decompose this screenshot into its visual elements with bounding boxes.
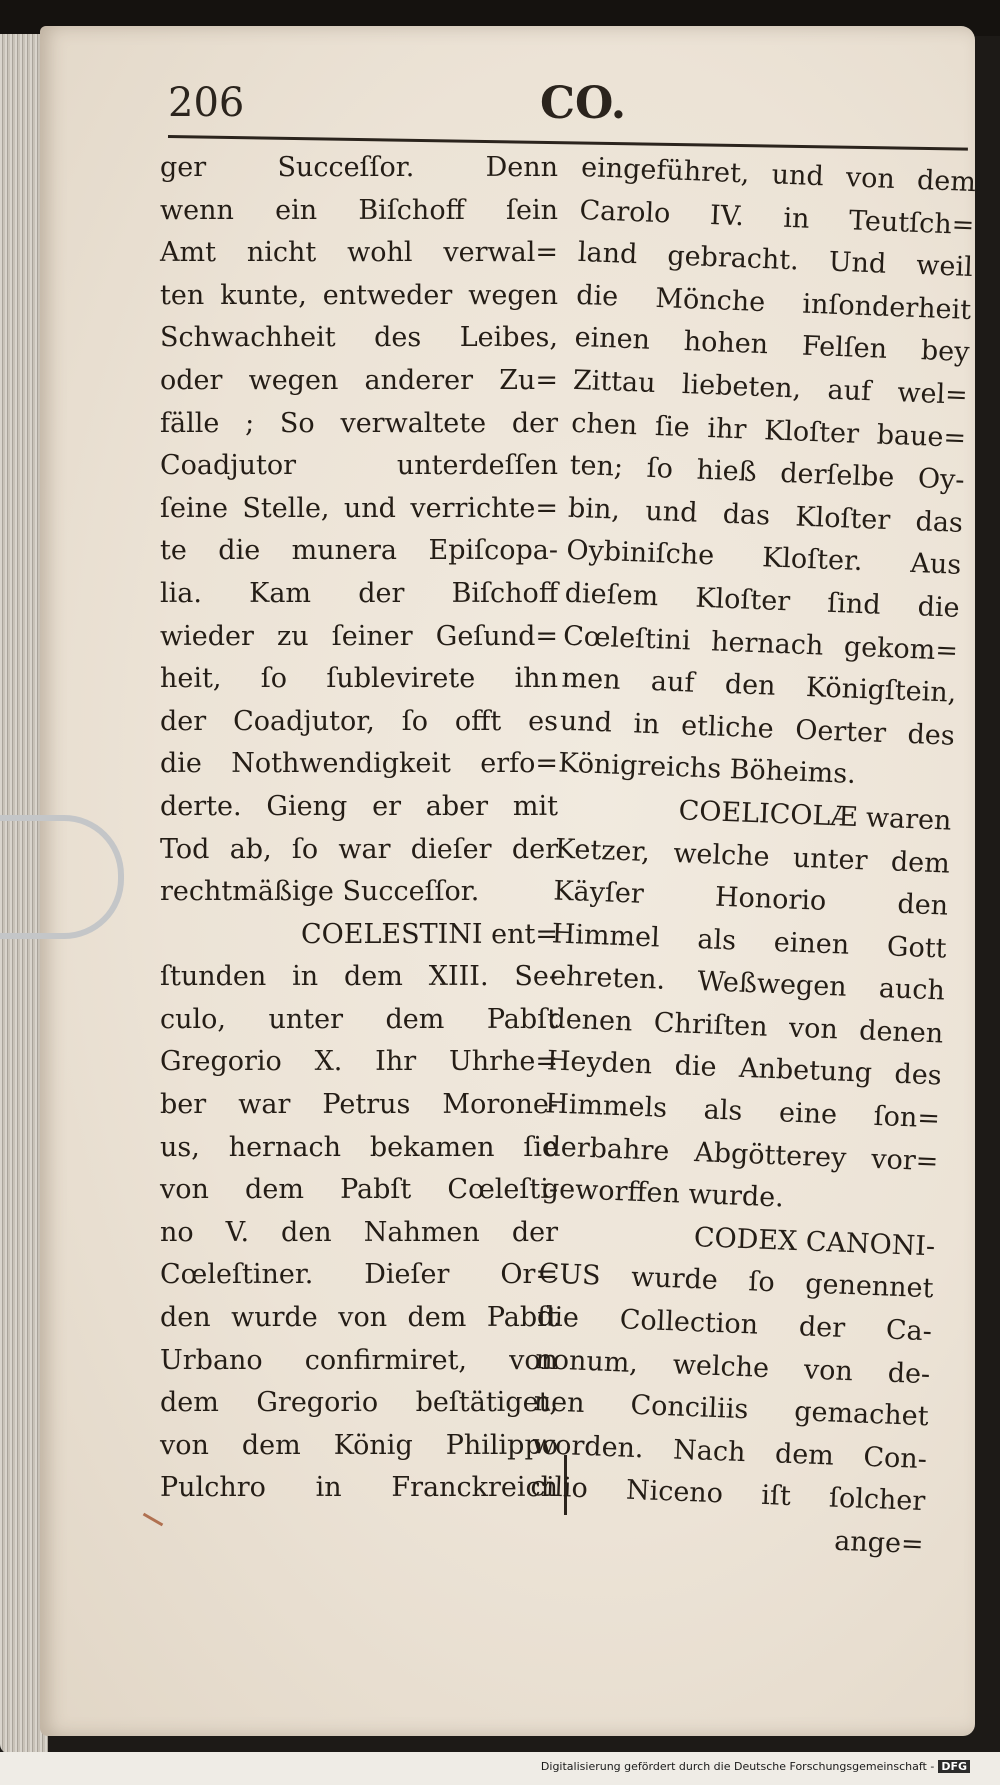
text-line: und in etliche Oerter des	[559, 705, 956, 752]
text-line: Schwachheit des Leibes,	[160, 322, 558, 354]
entry-heading: COELESTINI ent=	[300, 918, 558, 950]
metal-clip	[0, 815, 124, 939]
text-line: nen Conciliis gemachet	[533, 1386, 930, 1433]
text-line: ten kunte, entweder wegen	[160, 279, 558, 311]
text-line: rechtmäßige Succeſſor.	[160, 876, 480, 908]
text-line: Pulchro in Franckreich	[160, 1472, 558, 1504]
text-line: der Coadjutor, ſo offt es	[160, 705, 558, 737]
page-number: 206	[168, 80, 245, 126]
text-line: denen Chriſten von denen	[547, 1003, 944, 1050]
text-line: Königreichs Böheims.	[557, 747, 857, 791]
text-line: die Collection der Ca-	[536, 1301, 933, 1348]
text-line: men auf den Königſtein,	[560, 662, 957, 709]
text-line: von dem Pabſt Cœleſti-	[160, 1174, 558, 1206]
text-line: nonum, welche von de-	[534, 1343, 931, 1390]
text-line: geworffen wurde.	[541, 1173, 785, 1214]
right-column	[528, 147, 977, 1567]
text-line: die Mönche inſonderheit	[575, 279, 972, 326]
text-line: Himmel als einen Gott	[551, 918, 948, 965]
text-line: derte. Gieng er aber mit	[160, 790, 558, 822]
text-line: lia. Kam der Biſchoff	[160, 577, 558, 609]
text-line: Amt nicht wohl verwal=	[160, 237, 558, 269]
text-line: ehreten. Weßwegen auch	[549, 960, 946, 1007]
text-line: Cœleſtiner. Dieſer Or=	[160, 1259, 558, 1291]
text-line: ſtunden in dem XIII. Se-	[160, 961, 558, 993]
running-head: CO.	[540, 78, 627, 129]
text-line: Gregorio X. Ihr Uhrhe=	[160, 1046, 558, 1078]
text-line: dem Gregorio beſtätiget,	[160, 1387, 558, 1419]
text-line: te die munera Epiſcopa-	[160, 535, 558, 567]
text-line: fälle ; So verwaltete der	[160, 407, 558, 439]
text-line: ger Succeſſor. Denn	[160, 152, 558, 183]
text-line: ten; ſo hieß derſelbe Oy-	[569, 449, 966, 497]
left-column	[160, 147, 558, 1510]
text-line: eingeführet, und von dem	[580, 151, 977, 199]
text-line: land gebracht. Und weil	[577, 237, 974, 284]
text-line: Zittau liebeten, auf wel=	[572, 364, 969, 411]
entry-heading: CODEX CANONI-	[693, 1221, 936, 1263]
text-line: Käyſer Honorio den	[552, 875, 949, 922]
text-line: ſeine Stelle, und verrichte=	[160, 492, 558, 524]
text-line: ber war Petrus Morone-	[160, 1089, 558, 1121]
text-line: Ketzer, welche unter dem	[554, 832, 951, 880]
catchword: ange=	[833, 1525, 925, 1561]
text-line: oder wegen anderer Zu=	[160, 364, 558, 396]
text-line: wenn ein Biſchoff ſein	[160, 194, 558, 226]
text-line: culo, unter dem Pabſt	[160, 1003, 558, 1035]
text-line: bin, und das Kloſter das	[567, 492, 964, 539]
credit-text: Digitalisierung gefördert durch die Deutsche Forschungsgemeinschaft -	[540, 1760, 935, 1773]
text-line: die Nothwendigkeit erfo=	[160, 748, 558, 780]
text-line: wieder zu ſeiner Geſund=	[160, 620, 558, 652]
text-line: worden. Nach dem Con-	[531, 1428, 928, 1476]
text-line: Coadjutor unterdeſſen	[160, 450, 558, 482]
text-line: derbahre Abgötterey vor=	[543, 1130, 939, 1178]
text-line: chen ſie ihr Kloſter baue=	[570, 407, 967, 454]
text-line: Urbano confirmiret, von	[160, 1344, 558, 1376]
text-line: heit, ſo ſublevirete ihn	[160, 663, 558, 695]
text-line: von dem König Philippo	[160, 1429, 558, 1461]
text-line: CUS wurde ſo genennet	[538, 1258, 935, 1305]
text-line: einen hohen Felſen bey	[574, 322, 970, 369]
text-line: den wurde von dem Pabſt	[160, 1302, 558, 1334]
dfg-logo: DFG	[938, 1760, 970, 1773]
text-line: cilio Niceno iſt ſolcher	[529, 1471, 926, 1518]
text-line: Cœleſtini hernach gekom=	[562, 620, 959, 667]
text-line: Heyden die Anbetung des	[546, 1045, 943, 1092]
text-line: Carolo IV. in Teutſch=	[578, 194, 975, 241]
text-line: Tod ab, ſo war dieſer der	[160, 833, 558, 865]
text-line: dieſem Kloſter ſind die	[564, 577, 961, 624]
text-line: us, hernach bekamen ſie	[160, 1131, 558, 1163]
text-line: Oybiniſche Kloſter. Aus	[565, 535, 962, 582]
entry-heading: COELICOLÆ waren	[678, 795, 952, 837]
text-line: no V. den Nahmen der	[160, 1216, 558, 1248]
text-line: Himmels als eine ſon=	[544, 1088, 941, 1135]
digitization-credit	[541, 1760, 970, 1773]
